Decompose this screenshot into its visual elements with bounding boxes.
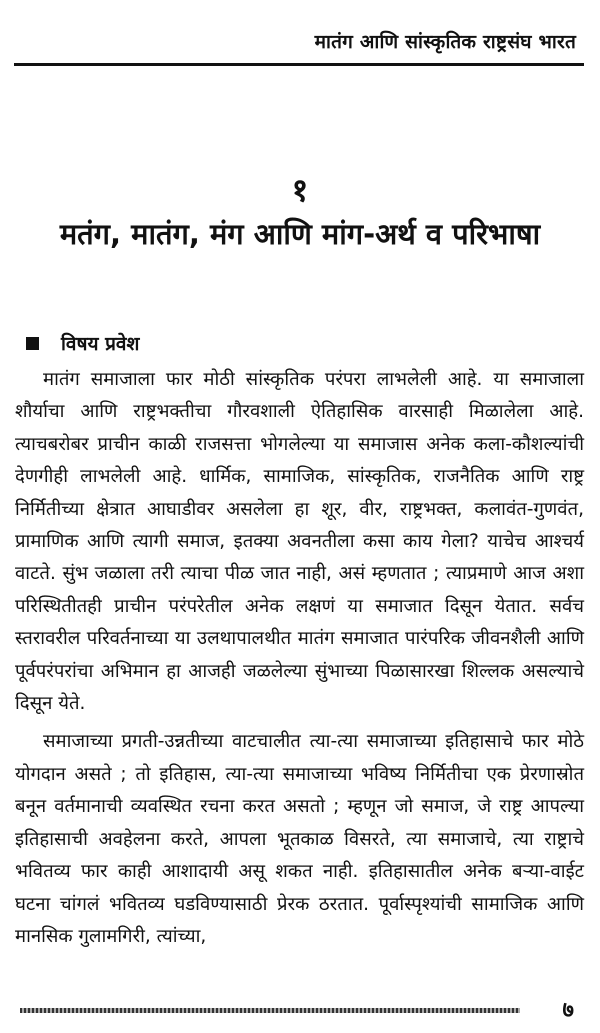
chapter-title: मतंग, मातंग, मंग आणि मांग-अर्थ व परिभाषा <box>59 217 541 251</box>
body-text <box>15 364 584 953</box>
chapter-number: १ <box>291 171 309 209</box>
paragraph: मातंग समाजाला फार मोठी सांस्कृतिक परंपरा लाभलेली आहे. या समाजाला शौर्याचा आणि राष्ट्रभक्तीचा गौरवशाली ऐतिहासिक वारसाही मिळालेला आहे. त्याचबरोबर प्राचीन काळी राजसत्ता भोगलेल्या या समाजास अनेक कला-कौशल्यांची देणगीही लाभलेली आहे. धार्मिक, सामाजिक, सांस्कृतिक, राजनैतिक आणि राष्ट्र निर्मितीच्या क्षेत्रात आघाडीवर असलेला हा शूर, वीर, राष्ट्रभक्त, कलावंत-गुणवंत, प्रामाणिक आणि त्यागी समाज, इतक्या अवनतीला कसा काय गेला? याचेच आश्चर्य वाटते. सुंभ जळाला तरी त्याचा पीळ जात नाही, असं म्हणतात ; त्याप्रमाणे आज अशा परिस्थितीतही प्राचीन परंपरेतील अनेक लक्षणं या समाजात दिसून येतात. सर्वच स्तरावरील परिवर्तनाच्या या उलथापालथीत मातंग समाजात पारंपरिक जीवनशैली आणि पूर्वपरंपरांचा अभिमान हा आजही जळलेल्या सुंभाच्या पिळासारखा शिल्लक असल्याचे दिसून येते. <box>15 369 584 715</box>
page-number: ७ <box>562 998 574 1023</box>
section-heading <box>26 330 139 356</box>
running-header: मातंग आणि सांस्कृतिक राष्ट्रसंघ भारत <box>314 31 576 53</box>
paragraph: समाजाच्या प्रगती-उन्नतीच्या वाटचालीत त्या-त्या समाजाच्या इतिहासाचे फार मोठे योगदान असते ; तो इतिहास, त्या-त्या समाजाच्या भविष्य निर्मितीचा एक प्रेरणास्रोत बनून वर्तमानाची व्यवस्थित रचना करत असतो ; म्हणून जो समाज, जे राष्ट्र आपल्या इतिहासाची अवहेलना करते, आपला भूतकाळ विसरते, त्या समाजाचे, त्या राष्ट्राचे भवितव्य फार काही आशादायी असू शकत नाही. इतिहासातील अनेक बऱ्या-वाईट घटना चांगलं भवितव्य घडविण्यासाठी प्रेरक ठरतात. पूर्वास्पृश्यांची सामाजिक आणि मानसिक गुलामगिरी, त्यांच्या, <box>15 731 584 947</box>
footer-rule <box>20 1008 520 1013</box>
header-rule <box>14 63 584 66</box>
section-heading-label: विषय प्रवेश <box>61 333 140 355</box>
square-bullet-icon <box>26 337 39 350</box>
